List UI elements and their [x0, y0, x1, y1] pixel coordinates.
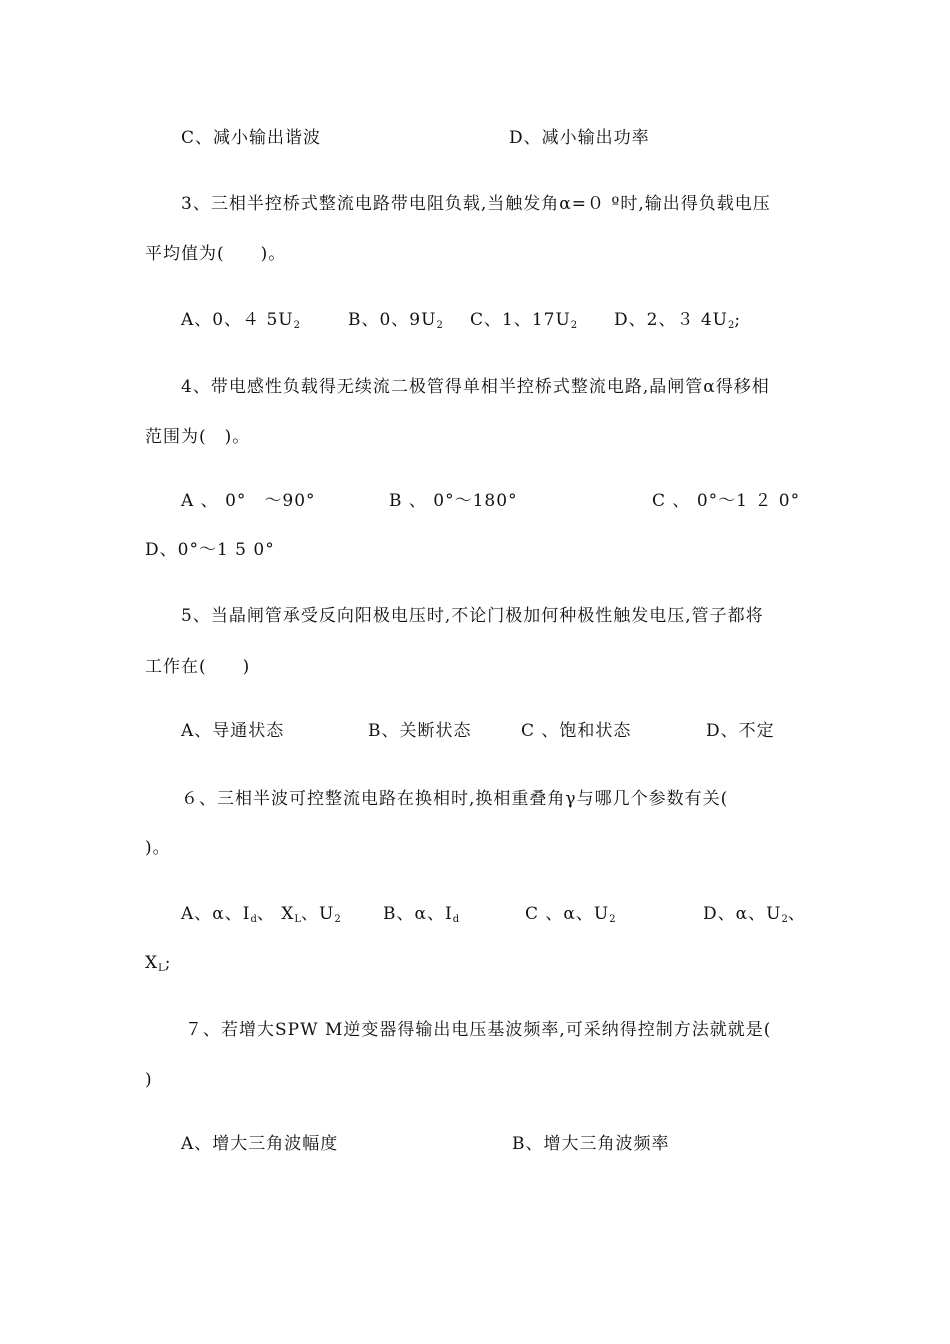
q3-option-d-tail: ; — [734, 310, 742, 330]
q4-stem-line1: 4、带电感性负载得无续流二极管得单相半控桥式整流电路,晶闸管α得移相 — [181, 377, 770, 397]
q2-option-d: D、减小输出功率 — [509, 128, 650, 148]
q6-option-d-continued — [145, 952, 171, 980]
q7-stem-line1: ７、若增大SPW M逆变器得输出电压基波频率,可采纳得控制方法就就是( — [185, 1020, 772, 1040]
q7-option-b: B、增大三角波频率 — [512, 1134, 670, 1154]
q6-option-a-subscript-l: L — [294, 914, 302, 925]
q3-option-d-text: D、2、３ 4U — [614, 310, 728, 330]
q5-stem-line2: 工作在( ) — [145, 657, 251, 677]
q6-option-a — [181, 903, 341, 931]
q6-option-d-tail: 、 — [787, 904, 806, 924]
q6-line3-tail: ; — [164, 953, 172, 973]
q7-stem-line2: ) — [145, 1070, 153, 1090]
q3-option-b — [348, 309, 443, 337]
q5-option-c: C 、饱和状态 — [521, 721, 632, 741]
q6-stem-line2: )。 — [145, 838, 171, 858]
q6-option-a-text: A、α、I — [181, 904, 251, 924]
q5-stem-line1: 5、当晶闸管承受反向阳极电压时,不论门极加何种极性触发电压,管子都将 — [181, 606, 764, 626]
q3-stem-line2: 平均值为( )。 — [145, 244, 287, 264]
q4-option-c: C 、 0°～1 ２ 0° — [652, 491, 801, 511]
q6-option-a-mid: 、 X — [256, 904, 295, 924]
q3-option-d-subscript: 2 — [728, 320, 735, 331]
q3-option-c-text: C、1、17U — [470, 310, 571, 330]
q3-option-b-text: B、0、9U — [348, 310, 437, 330]
q6-option-c-subscript: 2 — [609, 914, 616, 925]
q6-option-d-subscript: 2 — [781, 914, 788, 925]
q5-option-a: A、导通状态 — [181, 721, 285, 741]
q4-option-d: D、0°～1 5 0° — [145, 540, 275, 560]
q3-option-b-subscript: 2 — [436, 320, 443, 331]
q6-option-b-text: B、α、I — [383, 904, 453, 924]
q7-option-a: A、增大三角波幅度 — [181, 1134, 339, 1154]
q6-stem-line1: ６、三相半波可控整流电路在换相时,换相重叠角γ与哪几个参数有关( — [181, 789, 729, 809]
q6-line3-text: X — [145, 953, 159, 973]
q6-option-a-subscript-d: d — [250, 914, 257, 925]
q2-option-c: C、减小输出谐波 — [181, 128, 322, 148]
q6-option-d-text: D、α、U — [703, 904, 782, 924]
q4-option-a: A 、 0° ～90° — [181, 491, 316, 511]
q3-option-a — [181, 309, 300, 337]
q3-stem-line1: 3、三相半控桥式整流电路带电阻负载,当触发角α=０ º时,输出得负载电压 — [181, 194, 771, 214]
q6-option-c — [525, 903, 616, 931]
q3-option-c — [470, 309, 577, 337]
q5-option-b: B、关断状态 — [368, 721, 472, 741]
q3-option-d — [614, 309, 741, 337]
q4-stem-line2: 范围为( )。 — [145, 427, 251, 447]
q6-option-b-subscript: d — [452, 914, 460, 925]
q6-option-b — [383, 903, 459, 931]
q6-line3-subscript: L — [158, 963, 165, 974]
q3-option-a-subscript: 2 — [293, 320, 301, 331]
q3-option-c-subscript: 2 — [570, 320, 578, 331]
q4-option-b: B 、 0°～180° — [389, 491, 518, 511]
q6-option-a-tail: 、U — [301, 904, 335, 924]
q6-option-a-subscript-2: 2 — [334, 914, 341, 925]
q6-option-c-text: C 、α、U — [525, 904, 610, 924]
q3-option-a-text: A、0、４ 5U — [181, 310, 294, 330]
q6-option-d — [703, 903, 806, 931]
q5-option-d: D、不定 — [706, 721, 775, 741]
